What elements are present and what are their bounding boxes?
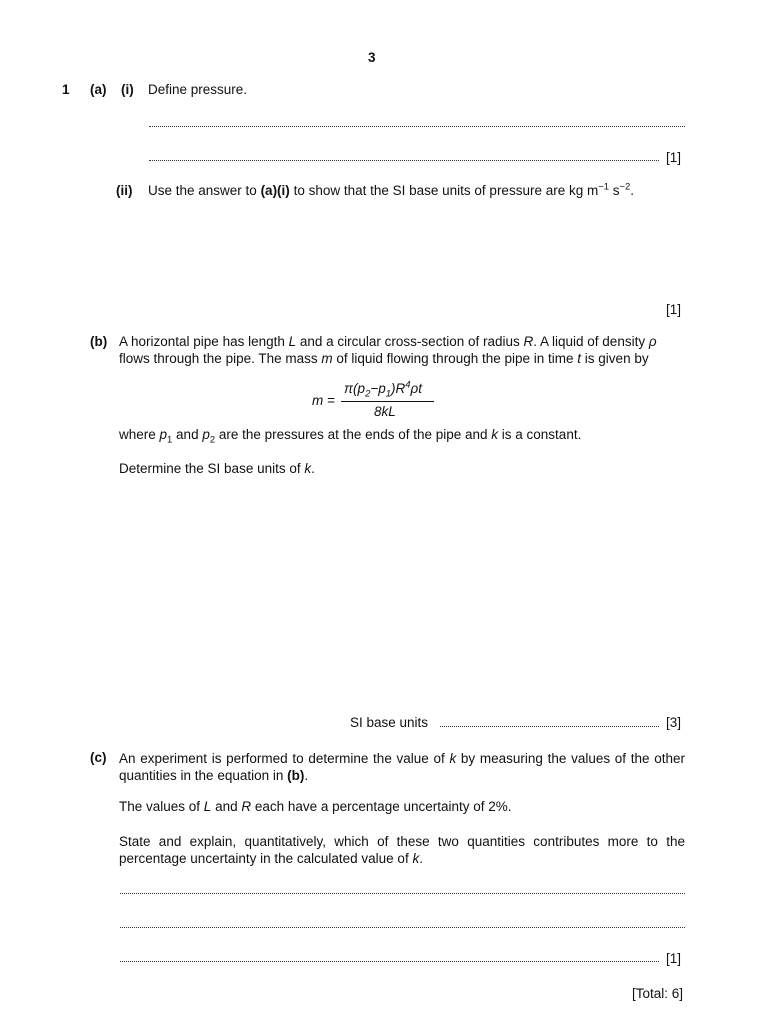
marks-a-ii: [1] [666,302,682,317]
equation-numerator: $\pi(p_2-p_1)R^4\rho t$ [344,379,422,400]
part-c-label: (c) [90,750,107,765]
marks-c: [1] [666,951,682,966]
total-marks: [Total: 6] [632,986,684,1001]
answer-line[interactable] [120,893,685,894]
question-number: 1 [62,82,70,97]
page-number: 3 [368,50,376,65]
fraction-bar [341,401,434,402]
where-text: where $p_1$ and $p_2$ are the pressures at the ends of the pipe and k is a constant. [119,427,582,446]
part-c-text3: State and explain, quantitatively, which of these two quantities contributes more to the percentage uncertainty in the calculated value of k. [119,834,685,866]
si-base-units-answer-line[interactable] [440,726,659,727]
part-b-text-line2: flows through the pipe. The mass m of liquid flowing through the pipe in time t is given by [119,351,649,366]
si-base-units-label: SI base units [350,715,429,730]
part-c-text2: The values of L and R each have a percentage uncertainty of 2%. [119,799,512,814]
marks-a-i: [1] [666,150,682,165]
marks-b: [3] [666,715,682,730]
subpart-i-label: (i) [121,82,134,97]
part-a-label: (a) [90,82,107,97]
answer-line[interactable] [120,927,685,928]
part-c-text1: An experiment is performed to determine the value of k by measuring the values of the other quantities in the equation in (b). [119,751,685,783]
answer-line[interactable] [149,160,659,161]
answer-line[interactable] [120,961,659,962]
define-pressure-prompt: Define pressure. [148,82,248,97]
answer-line[interactable] [149,126,685,127]
equation-denominator: 8kL [374,404,396,419]
part-b-text-line1: A horizontal pipe has length L and a circular cross-section of radius R. A liquid of density ρ [119,334,657,349]
si-units-prompt: Use the answer to (a)(i) to show that the SI base units of pressure are kg $m^{-1}$ $s^{-2}$. [148,181,635,198]
determine-text: Determine the SI base units of k. [119,461,315,476]
subpart-ii-label: (ii) [116,183,133,198]
part-b-label: (b) [90,334,108,349]
equation-lhs: m = [312,393,335,408]
